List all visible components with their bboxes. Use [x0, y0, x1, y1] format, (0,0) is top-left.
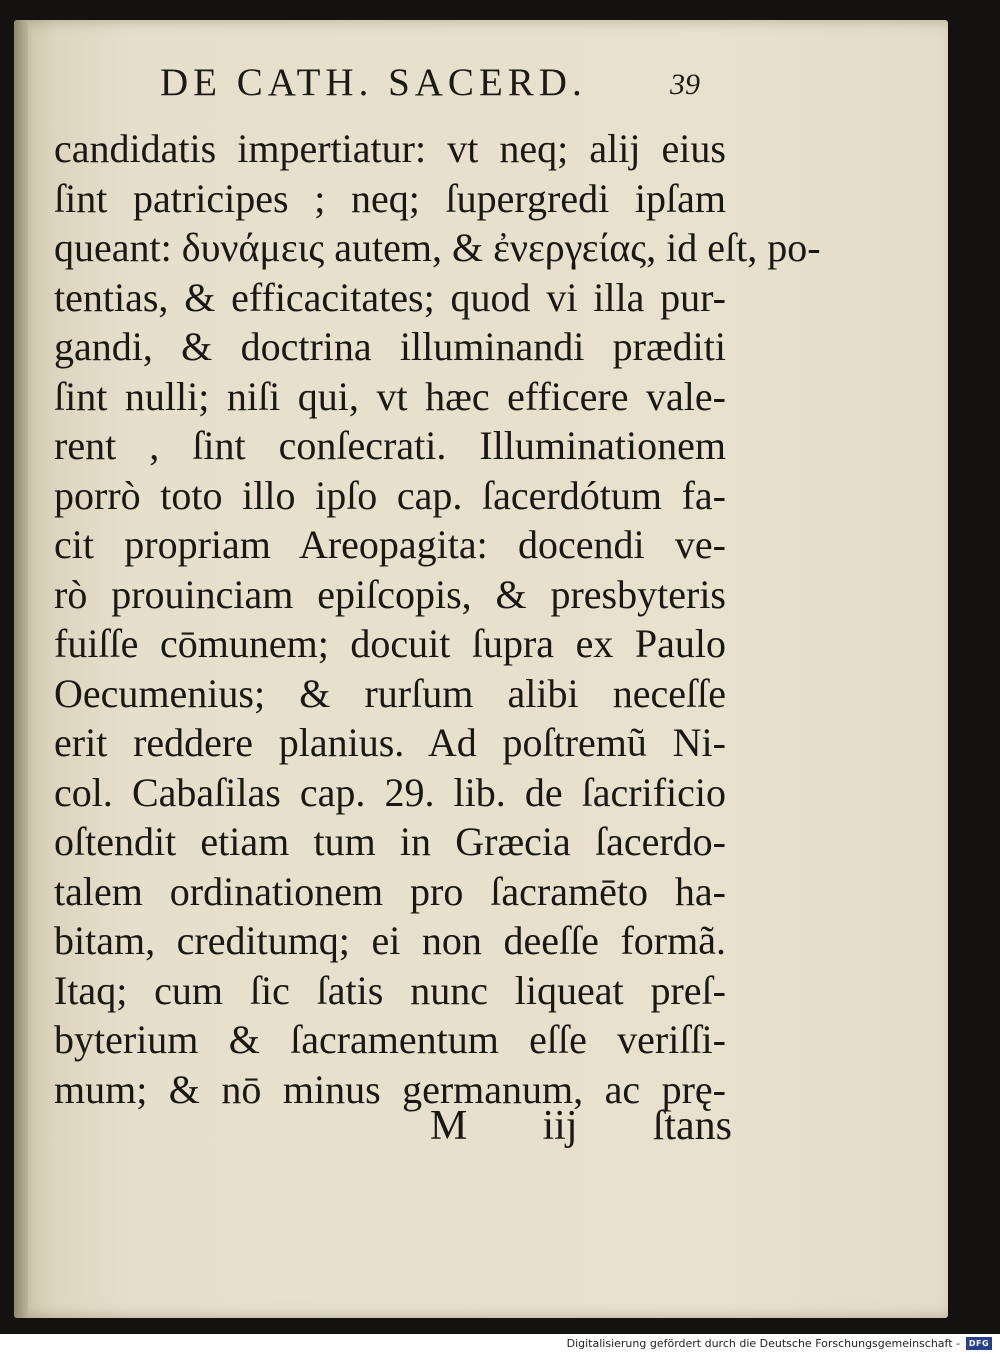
- text-line: tentias, & efficacitates; quod vi illa pur-: [54, 274, 726, 320]
- text-line: talem ordinationem pro ſacramēto ha-: [54, 868, 726, 914]
- signature-number: iij: [542, 1103, 578, 1149]
- dfg-logo: DFG: [966, 1337, 992, 1350]
- text-line: queant: δυνάμεις autem, & ἐνεργείας, id eſt, po-: [54, 225, 821, 270]
- text-line: candidatis impertiatur: vt neq; alij eius: [54, 126, 726, 171]
- text-line: erit reddere planius. Ad poſtremũ Ni-: [54, 720, 726, 765]
- text-line: oſtendit etiam tum in Græcia ſacerdo-: [54, 819, 726, 864]
- text-line: mum; & nō minus germanum, ac prę-: [54, 1066, 726, 1112]
- body-text: [54, 124, 821, 1114]
- text-line: fuiſſe cōmunem; docuit ſupra ex Paulo: [54, 621, 726, 666]
- text-line: Oecumenius; & rurſum alibi neceſſe: [54, 670, 726, 716]
- text-line: cit propriam Areopagita: docendi ve-: [54, 522, 726, 567]
- page-gutter-edge: [14, 20, 28, 1318]
- page-number: 39: [670, 68, 700, 101]
- text-line: ſint nulli; niſi qui, vt hæc efficere vale-: [54, 373, 726, 419]
- text-line: rent , ſint conſecrati. Illuminationem: [54, 423, 726, 468]
- dfg-credit: Digitalisierung gefördert durch die Deutsche Forschungsgemeinschaft -: [566, 1337, 960, 1350]
- text-line: porrò toto illo ipſo cap. ſacerdótum fa-: [54, 472, 726, 518]
- running-head: DE CATH. SACERD.: [160, 61, 587, 104]
- text-line: bitam, creditumq; ei non deeſſe formã.: [54, 918, 726, 963]
- text-line: rò prouinciam epiſcopis, & presbyteris: [54, 571, 726, 617]
- signature-line: [430, 1102, 732, 1152]
- catchword: ſtans: [652, 1103, 732, 1149]
- text-line: byterium & ſacramentum eſſe veriſſi-: [54, 1017, 726, 1062]
- text-line: ſint patricipes ; neq; ſupergredi ipſam: [54, 175, 726, 221]
- footer-bar: [0, 1334, 1000, 1354]
- signature-mark: M: [430, 1103, 468, 1149]
- text-line: col. Cabaſilas cap. 29. lib. de ſacrificio: [54, 769, 726, 815]
- text-line: Itaq; cum ſic ſatis nunc liqueat preſ-: [54, 967, 726, 1013]
- text-line: gandi, & doctrina illuminandi præditi: [54, 324, 726, 369]
